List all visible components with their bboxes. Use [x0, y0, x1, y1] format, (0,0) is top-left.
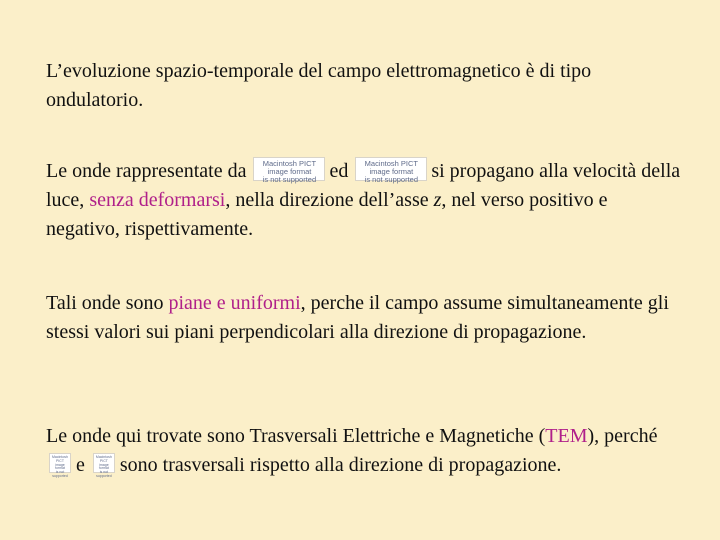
highlight-senza-deformarsi: senza deformarsi: [89, 189, 226, 211]
paragraph-2-after-2: , nella direzione dell’asse: [225, 189, 434, 211]
paragraph-2-mid: ed: [329, 160, 349, 182]
pict-placeholder-image-1: Macintosh PICT image format is not supported: [253, 157, 325, 181]
axis-variable: z: [433, 189, 442, 211]
paragraph-2: [46, 157, 686, 244]
paragraph-4-after: sono trasversali rispetto alla direzione di propagazione.: [119, 454, 562, 476]
pict-placeholder-image-4: Macintosh PICT image format is not supported: [93, 453, 115, 473]
paragraph-3-after: , perche il campo assume simultaneamente gli stessi valori sui piani perpendicolari alla direzione di propagazione.: [46, 292, 669, 343]
paragraph-2-before: Le onde rappresentate da: [46, 160, 247, 182]
paragraph-3-before: Tali onde sono: [46, 292, 169, 314]
paragraph-4-mid-2: e: [76, 454, 85, 476]
paragraph-1: [46, 57, 686, 115]
paragraph-2-after-1: si propagano alla velocità della luce,: [46, 160, 681, 211]
highlight-tem: TEM: [545, 425, 588, 447]
paragraph-4: [46, 422, 686, 480]
paragraph-4-mid-1: ), perché: [587, 425, 658, 447]
paragraph-3: [46, 289, 686, 347]
paragraph-1-text: L’evoluzione spazio-temporale del campo elettromagnetico è di tipo ondulatorio.: [46, 60, 592, 111]
paragraph-4-before: Le onde qui trovate sono Trasversali Elettriche e Magnetiche (: [46, 425, 546, 447]
highlight-piane-uniformi: piane e uniformi: [168, 292, 301, 314]
pict-placeholder-image-3: Macintosh PICT image format is not supported: [49, 453, 71, 473]
paragraph-2-after-3: , nel verso positivo e negativo, rispettivamente.: [46, 189, 608, 240]
pict-placeholder-image-2: Macintosh PICT image format is not supported: [355, 157, 427, 181]
